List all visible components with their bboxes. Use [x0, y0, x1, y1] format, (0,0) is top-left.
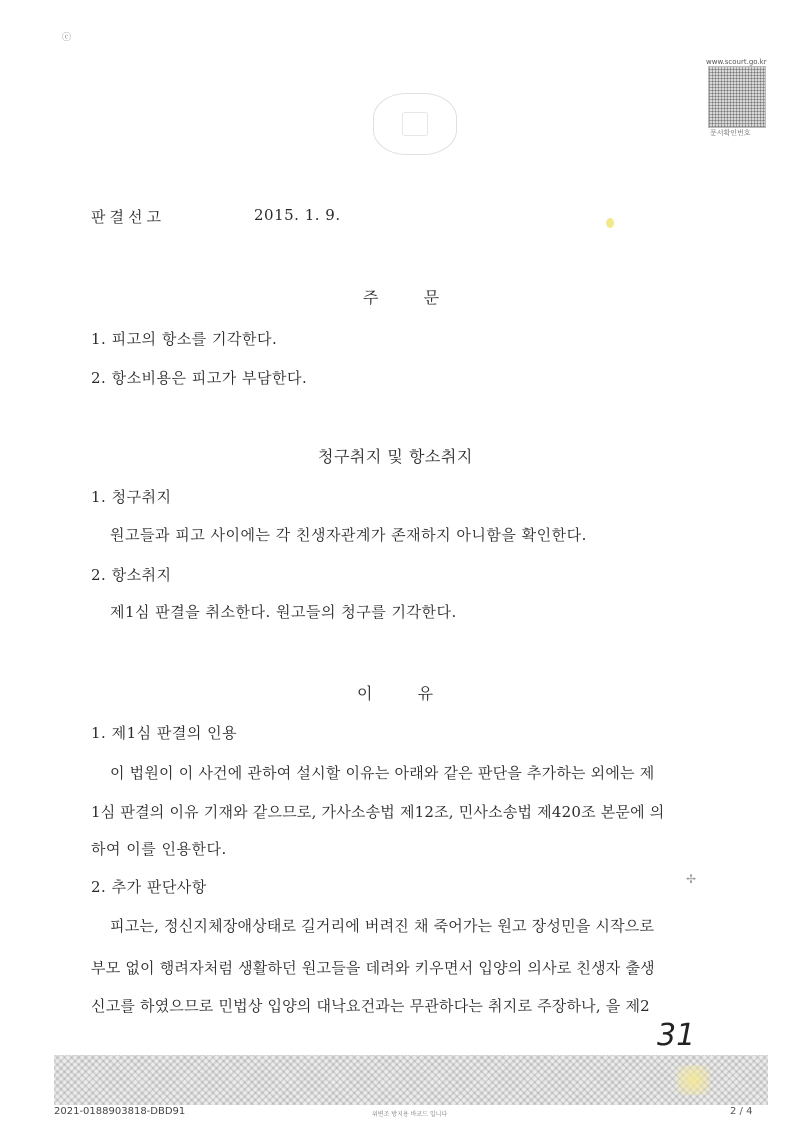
corner-mark: ⓒ [62, 33, 72, 43]
qr-site-text: www.scourt.go.kr [706, 58, 767, 66]
verdict-label: 판결선고 [91, 208, 165, 226]
disposition-item-1: 1. 피고의 항소를 기각한다. [91, 330, 278, 348]
page-number: 2 / 4 [730, 1106, 753, 1117]
verdict-date: 2015. 1. 9. [254, 206, 341, 224]
claim-text: 원고들과 피고 사이에는 각 친생자관계가 존재하지 아니함을 확인한다. [110, 526, 587, 544]
qr-caption: 문서확인번호 [710, 129, 751, 137]
claim-heading: 1. 청구취지 [91, 488, 172, 506]
section2-line-3: 신고를 하였으므로 민법상 입양의 대낙요건과는 무관하다는 취지로 주장하나, 을 제2 [91, 997, 650, 1015]
section1-line-2: 1심 판결의 이유 기재와 같으므로, 가사소송법 제12조, 민사소송법 제420조 본문에 의 [91, 803, 665, 821]
reasons-title: 이 유 [357, 684, 434, 703]
stain-mark [606, 218, 614, 228]
section2-heading: 2. 추가 판단사항 [91, 878, 207, 896]
barcode-note: 위변조 방지용 바코드 입니다 [372, 1111, 448, 1118]
section1-heading: 1. 제1심 판결의 인용 [91, 724, 238, 742]
court-emblem-watermark [373, 93, 457, 155]
appeal-heading: 2. 항소취지 [91, 566, 172, 584]
yellow-stamp [676, 1065, 710, 1095]
faint-mark: ✢ [686, 872, 697, 886]
appeal-text: 제1심 판결을 취소한다. 원고들의 청구를 기각한다. [110, 603, 457, 621]
section1-line-1: 이 법원이 이 사건에 관하여 설시할 이유는 아래와 같은 판단을 추가하는 외에는 제 [110, 764, 655, 782]
barcode-band [54, 1055, 768, 1105]
disposition-title: 주 문 [363, 288, 440, 307]
section2-line-1: 피고는, 정신지체장애상태로 길거리에 버려진 채 죽어가는 원고 장성민을 시작으로 [110, 917, 655, 935]
section1-line-3: 하여 이를 인용한다. [91, 840, 227, 858]
doc-id: 2021-0188903818-DBD91 [54, 1106, 186, 1117]
qr-code [708, 66, 766, 128]
disposition-item-2: 2. 항소비용은 피고가 부담한다. [91, 369, 308, 387]
handwritten-mark: 31 [657, 1018, 696, 1053]
claims-title: 청구취지 및 항소취지 [318, 447, 473, 466]
section2-line-2: 부모 없이 행려자처럼 생활하던 원고들을 데려와 키우면서 입양의 의사로 친생자 출생 [91, 959, 655, 977]
